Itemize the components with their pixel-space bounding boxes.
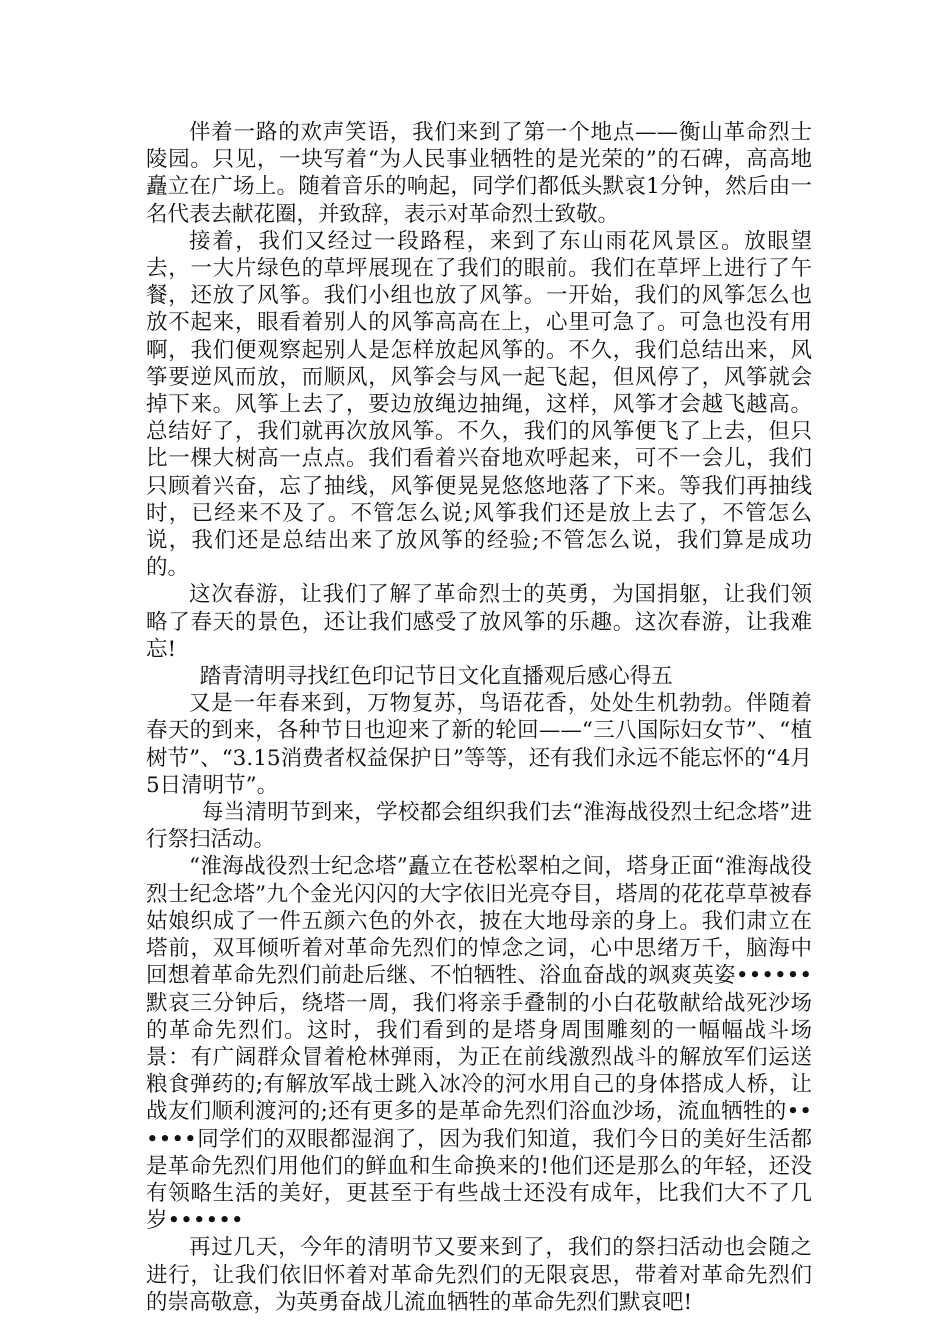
paragraph-closing: 再过几天，今年的清明节又要来到了，我们的祭扫活动也会随之进行，让我们依旧怀着对革命先烈们的无限哀思，带着对革命先烈们的崇高敬意，为英勇奋战儿流血牺牲的革命先烈们默哀吧!: [146, 1235, 812, 1315]
paragraph-school-memorial-visit: 每当清明节到来，学校都会组织我们去“淮海战役烈士纪念塔”进行祭扫活动。: [146, 800, 812, 853]
document-body: [146, 119, 812, 1316]
section-heading: 踏青清明寻找红色印记节日文化直播观后感心得五: [199, 664, 673, 690]
paragraph-spring-arrives: 又是一年春来到，万物复苏，鸟语花香，处处生机勃勃。伴随着春天的到来，各种节日也迎来了新的轮回——“三八国际妇女节”、“植树节”、“3.15消费者权益保护日”等等，还有我们永远不能忘怀的“4月5日清明节”。: [146, 691, 812, 798]
paragraph-memorial-tower: “淮海战役烈士纪念塔”矗立在苍松翠柏之间，塔身正面“淮海战役烈士纪念塔”九个金光闪闪的大字依旧光亮夺目，塔周的花花草草被春姑娘织成了一件五颜六色的外衣，披在大地母亲的身上。我们肃立在塔前，双耳倾听着对革命先烈们的悼念之词，心中思绪万千，脑海中回想着革命先烈们前赴后继、不怕牺牲、浴血奋战的飒爽英姿••••••默哀三分钟后，绕塔一周，我们将亲手叠制的小白花敬献给战死沙场的革命先烈们。这时，我们看到的是塔身周围雕刻的一幅幅战斗场景：有广阔群众冒着枪林弹雨，为正在前线激烈战斗的解放军们运送粮食弹药的;有解放军战士跳入冰冷的河水用自己的身体搭成人桥，让战友们顺利渡河的;还有更多的是革命先烈们浴血沙场，流血牺牲的••••••同学们的双眼都湿润了，因为我们知道，我们今日的美好生活都是革命先烈们用他们的鲜血和生命换来的!他们还是那么的年轻，还没有领略生活的美好，更甚至于有些战士还没有成年，比我们大不了几岁••••••: [146, 854, 812, 1234]
paragraph-spring-trip-summary: 这次春游，让我们了解了革命烈士的英勇，为国捐躯，让我们领略了春天的景色，还让我们感受了放风筝的乐趣。这次春游，让我难忘!: [146, 582, 812, 662]
paragraph-martyrs-cemetery: 伴着一路的欢声笑语，我们来到了第一个地点——衡山革命烈士陵园。只见，一块写着“为人民事业牺牲的是光荣的”的石碑，高高地矗立在广场上。随着音乐的响起，同学们都低头默哀1分钟，然后由一名代表去献花圈，并致辞，表示对革命烈士致敬。: [146, 120, 812, 227]
paragraph-kite-flying: 接着，我们又经过一段路程，来到了东山雨花风景区。放眼望去，一大片绿色的草坪展现在了我们的眼前。我们在草坪上进行了午餐，还放了风筝。我们小组也放了风筝。一开始，我们的风筝怎么也放不起来，眼看着别人的风筝高高在上，心里可急了。可急也没有用啊，我们便观察起别人是怎样放起风筝的。不久，我们总结出来，风筝要逆风而放，而顺风，风筝会与风一起飞起，但风停了，风筝就会掉下来。风筝上去了，要边放绳边抽绳，这样，风筝才会越飞越高。总结好了，我们就再次放风筝。不久，我们的风筝便飞了上去，但只比一棵大树高一点点。我们看着兴奋地欢呼起来，可不一会儿，我们只顾着兴奋，忘了抽线，风筝便晃晃悠悠地落了下来。等我们再抽线时，已经来不及了。不管怎么说;风筝我们还是放上去了，不管怎么说，我们还是总结出来了放风筝的经验;不管怎么说，我们算是成功的。: [146, 228, 812, 581]
